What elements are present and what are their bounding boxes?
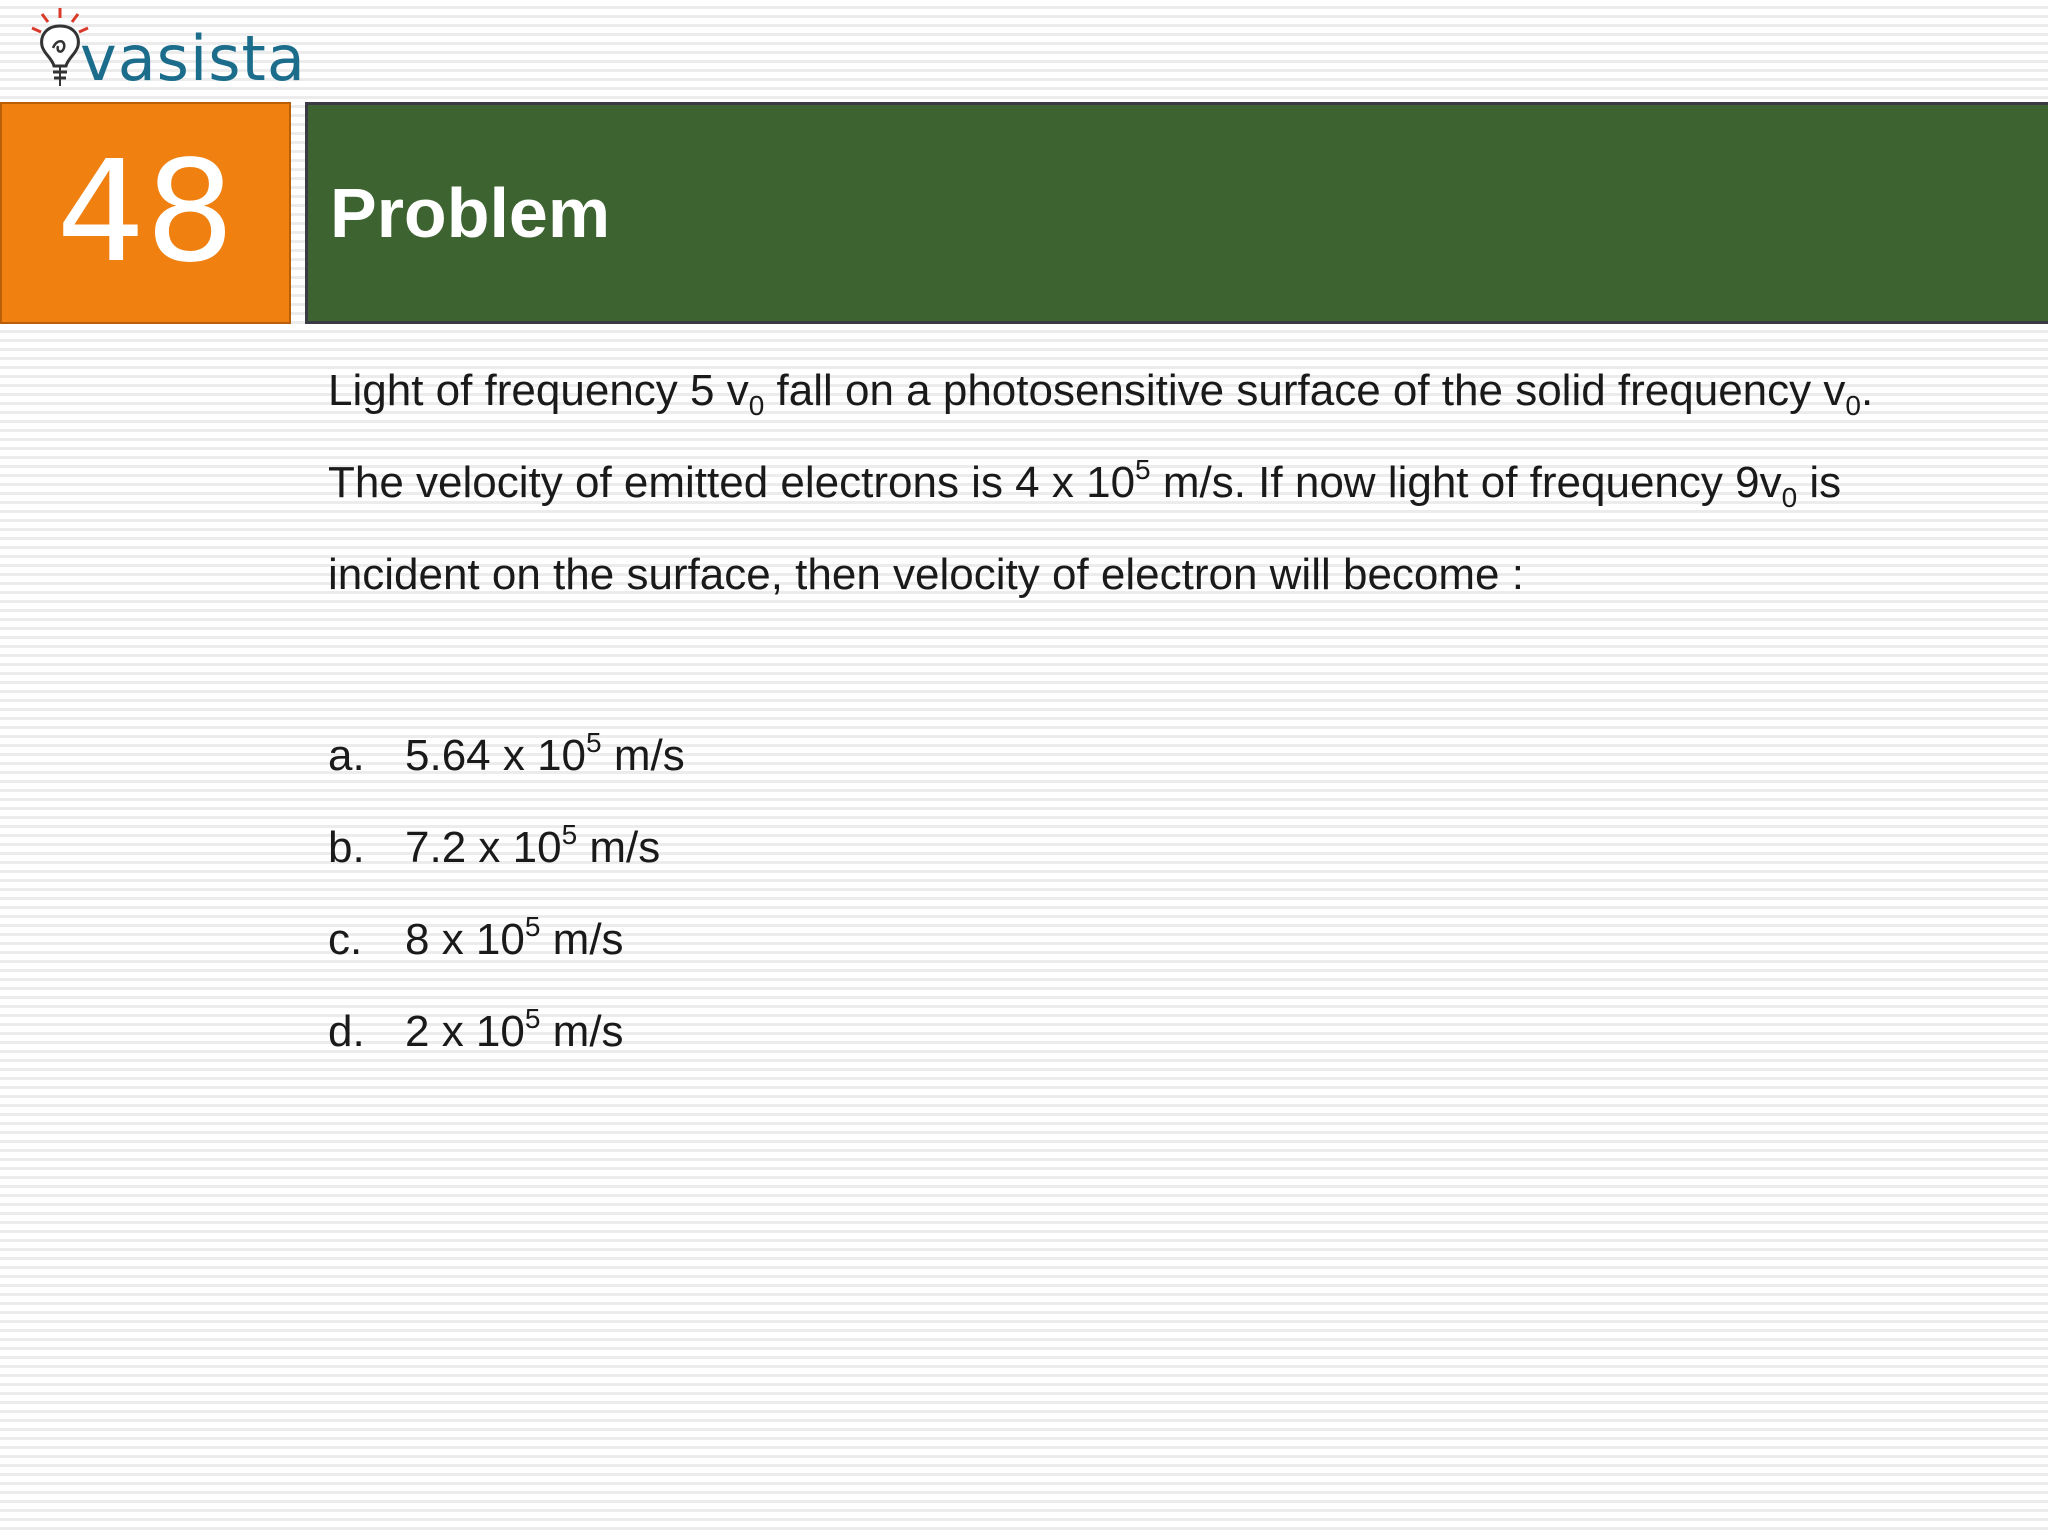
slide-number-badge bbox=[0, 102, 291, 324]
vasista-logo bbox=[20, 2, 306, 98]
option-letter: a. bbox=[328, 731, 365, 780]
option-c bbox=[328, 894, 685, 986]
slide-title: Problem bbox=[330, 174, 611, 252]
option-value: 8 x $10^5$ m/s bbox=[405, 911, 624, 964]
option-b bbox=[328, 802, 685, 894]
option-a bbox=[328, 710, 685, 802]
answer-options bbox=[328, 710, 685, 1078]
logo-wordmark: vasista bbox=[80, 22, 306, 95]
question-line-2: The velocity of emitted electrons is 4 x $10^5$ m/s. If now light of frequency $9v_0$ is bbox=[328, 454, 1842, 513]
question-line-3: incident on the surface, then velocity of electron will become : bbox=[328, 550, 1524, 599]
option-letter: d. bbox=[328, 1007, 365, 1056]
question-text bbox=[328, 345, 2028, 621]
question-line-1: Light of frequency 5 $v_0$ fall on a photosensitive surface of the solid frequency $v_0$. bbox=[328, 366, 1874, 421]
option-value: 5.64 x $10^5$ m/s bbox=[405, 727, 685, 780]
option-letter: c. bbox=[328, 915, 363, 964]
slide-number: 48 bbox=[56, 131, 235, 294]
option-letter: b. bbox=[328, 823, 365, 872]
option-value: 7.2 x $10^5$ m/s bbox=[405, 819, 661, 872]
title-bar bbox=[305, 102, 2048, 324]
option-d bbox=[328, 986, 685, 1078]
option-value: 2 x $10^5$ m/s bbox=[405, 1003, 624, 1056]
